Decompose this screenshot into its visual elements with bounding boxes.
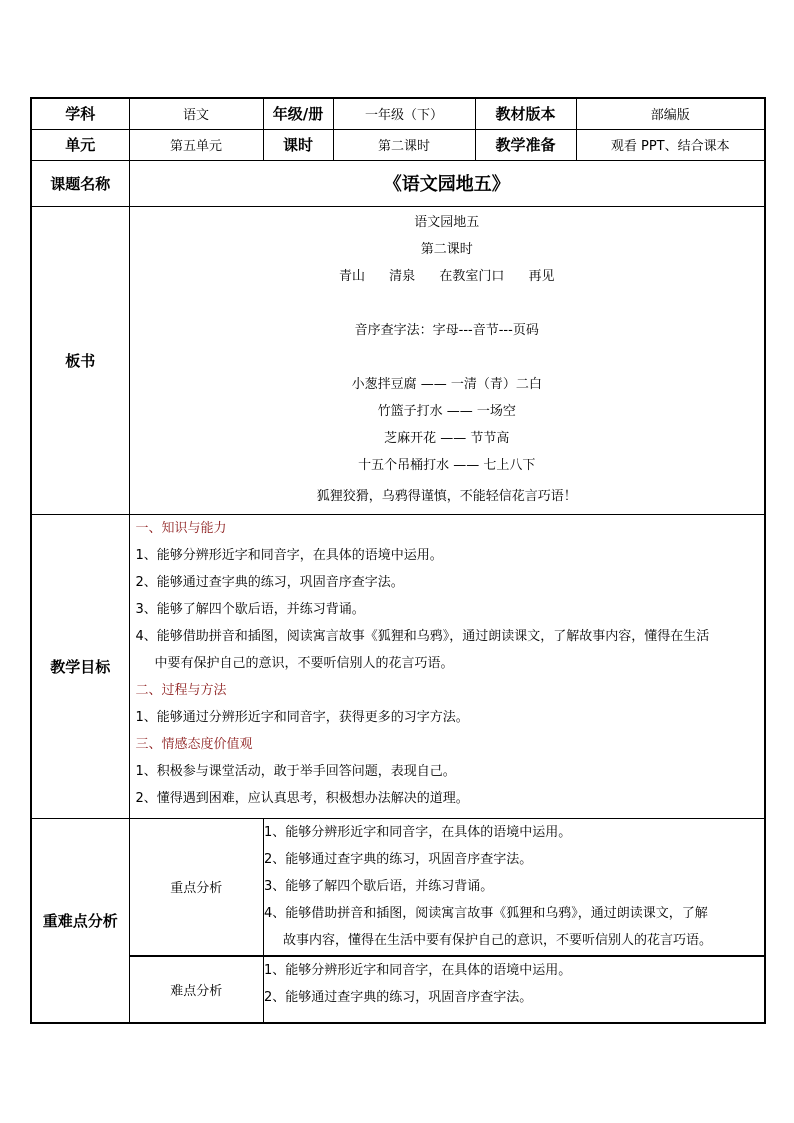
prep-value: 观看 PPT、结合课本 [576,129,765,160]
difficult-points-label: 难点分析 [130,956,264,1022]
analysis-table [130,819,765,1022]
lesson-plan-table [30,97,766,1024]
key-point-item: 故事内容，懂得在生活中要有保护自己的意识，不要听信别人的花言巧语。 [283,932,713,948]
goals-content [129,514,765,818]
key-point-item: 3、能够了解四个歇后语，并练习背诵。 [264,878,494,894]
edition-label: 教材版本 [475,98,576,129]
difficult-point-item: 2、能够通过查字典的练习，巩固音序查字法。 [264,989,533,1005]
board-idiom: 小葱拌豆腐 —— 一清（青）二白 [351,376,542,392]
key-point-item: 1、能够分辨形近字和同音字，在具体的语境中运用。 [264,824,572,840]
goals-item: 1、积极参与课堂活动，敢于举手回答问题，表现自己。 [135,763,456,779]
board-idiom: 竹篮子打水 —— 一场空 [377,403,516,419]
board-line-2: 第二课时 [420,241,473,257]
period-value: 第二课时 [333,129,475,160]
key-point-item: 4、能够借助拼音和插图，阅读寓言故事《狐狸和乌鸦》，通过朗读课文，了解 [264,905,708,921]
board-line-1: 语文园地五 [414,214,480,230]
board-word: 青山 [339,268,366,284]
topic-label: 课题名称 [31,160,129,206]
goals-section-heading: 一、知识与能力 [135,520,227,536]
key-points-label: 重点分析 [130,819,264,956]
board-idiom: 十五个吊桶打水 —— 七上八下 [358,457,536,473]
board-method: 音序查字法：字母---音节---页码 [354,322,539,338]
analysis-label: 重难点分析 [31,818,129,1023]
grade-label: 年级/册 [263,98,333,129]
board-word: 再见 [528,268,555,284]
period-label: 课时 [263,129,333,160]
board-idiom: 芝麻开花 —— 节节高 [384,430,510,446]
goals-section-heading: 二、过程与方法 [135,682,227,698]
board-words [130,263,765,290]
board-content [129,206,765,514]
subject-label: 学科 [31,98,129,129]
topic-title: 《语文园地五》 [129,160,765,206]
goals-label: 教学目标 [31,514,129,818]
key-point-item: 2、能够通过查字典的练习，巩固音序查字法。 [264,851,533,867]
goals-item: 4、能够借助拼音和插图，阅读寓言故事《狐狸和乌鸦》，通过朗读课文，了解故事内容，懂得在生活 [135,628,710,644]
goals-item: 2、懂得遇到困难，应认真思考，积极想办法解决的道理。 [135,790,469,806]
difficult-points-text [264,956,765,1022]
goals-section-heading: 三、情感态度价值观 [135,736,253,752]
analysis-content [129,818,765,1023]
goals-item: 1、能够分辨形近字和同音字，在具体的语境中运用。 [135,547,443,563]
key-points-text [264,819,765,956]
board-label: 板书 [31,206,129,514]
board-moral: 狐狸狡猾，乌鸦得谨慎，不能轻信花言巧语！ [316,488,577,504]
unit-value: 第五单元 [129,129,263,160]
goals-item: 1、能够通过分辨形近字和同音字，获得更多的习字方法。 [135,709,469,725]
prep-label: 教学准备 [475,129,576,160]
goals-item: 中要有保护自己的意识，不要听信别人的花言巧语。 [154,655,454,671]
goals-item: 2、能够通过查字典的练习，巩固音序查字法。 [135,574,404,590]
board-word: 清泉 [389,268,416,284]
board-word: 在教室门口 [439,268,505,284]
goals-item: 3、能够了解四个歇后语，并练习背诵。 [135,601,365,617]
difficult-point-item: 1、能够分辨形近字和同音字，在具体的语境中运用。 [264,962,572,978]
edition-value: 部编版 [576,98,765,129]
grade-value: 一年级（下） [333,98,475,129]
unit-label: 单元 [31,129,129,160]
subject-value: 语文 [129,98,263,129]
